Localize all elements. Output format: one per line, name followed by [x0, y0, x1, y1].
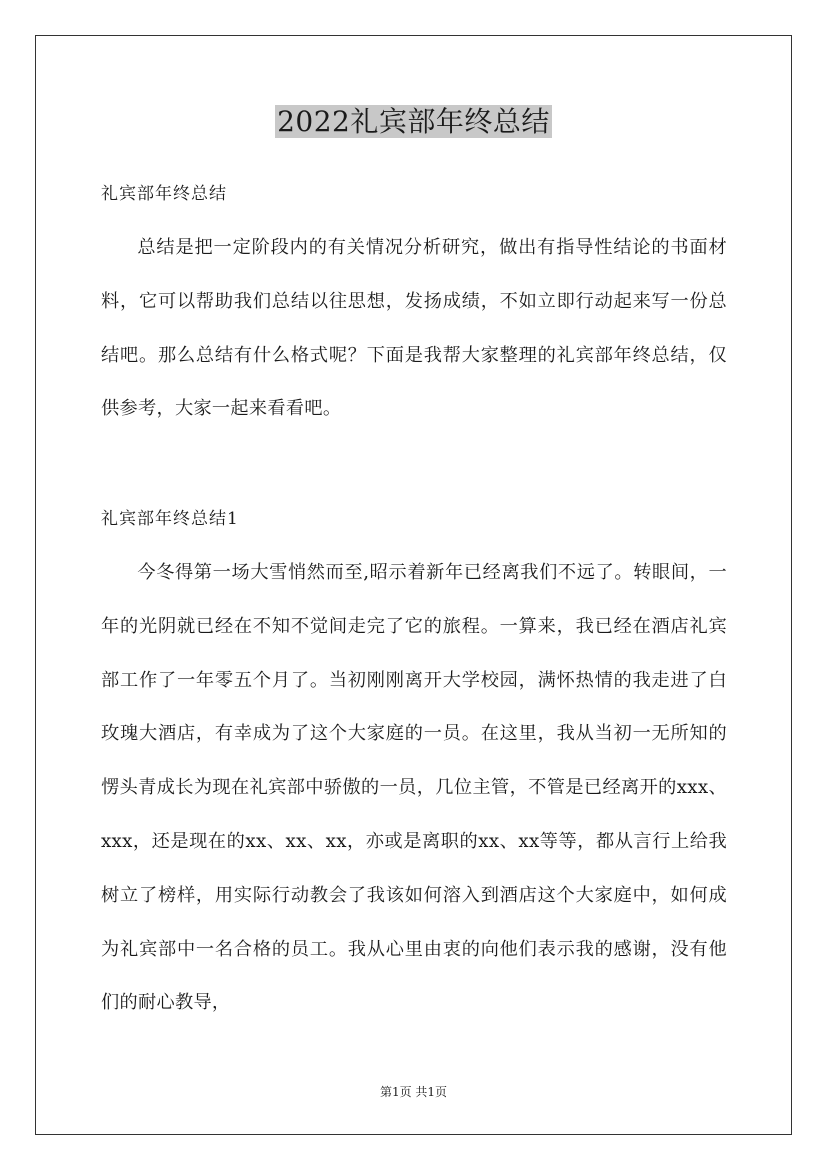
- document-subtitle: 礼宾部年终总结: [101, 184, 227, 204]
- document-title-text: 2022礼宾部年终总结: [277, 105, 550, 138]
- page-footer: 第1页 共1页: [379, 1085, 448, 1099]
- document-title: [0, 102, 827, 142]
- intro-paragraph: 总结是把一定阶段内的有关情况分析研究，做出有指导性结论的书面材料，它可以帮助我们总结以往思想，发扬成绩，不如立即行动起来写一份总结吧。那么总结有什么格式呢？下面是我帮大家整理的礼宾部年终总结，仅供参考，大家一起来看看吧。: [101, 237, 727, 420]
- section-heading: 礼宾部年终总结1: [101, 509, 239, 529]
- section-paragraph: 今冬得第一场大雪悄然而至,昭示着新年已经离我们不远了。转眼间，一年的光阴就已经在不知不觉间走完了它的旅程。一算来，我已经在酒店礼宾部工作了一年零五个月了。当初刚刚离开大学校园，满怀热情的我走进了白玫瑰大酒店，有幸成为了这个大家庭的一员。在这里，我从当初一无所知的愣头青成长为现在礼宾部中骄傲的一员，几位主管，不管是已经离开的xxx、xxx，还是现在的xx、xx、xx，亦或是离职的xx、xx等等，都从言行上给我树立了榜样，用实际行动教会了我该如何溶入到酒店这个大家庭中，如何成为礼宾部中一名合格的员工。我从心里由衷的向他们表示我的感谢，没有他们的耐心教导，: [101, 562, 727, 1014]
